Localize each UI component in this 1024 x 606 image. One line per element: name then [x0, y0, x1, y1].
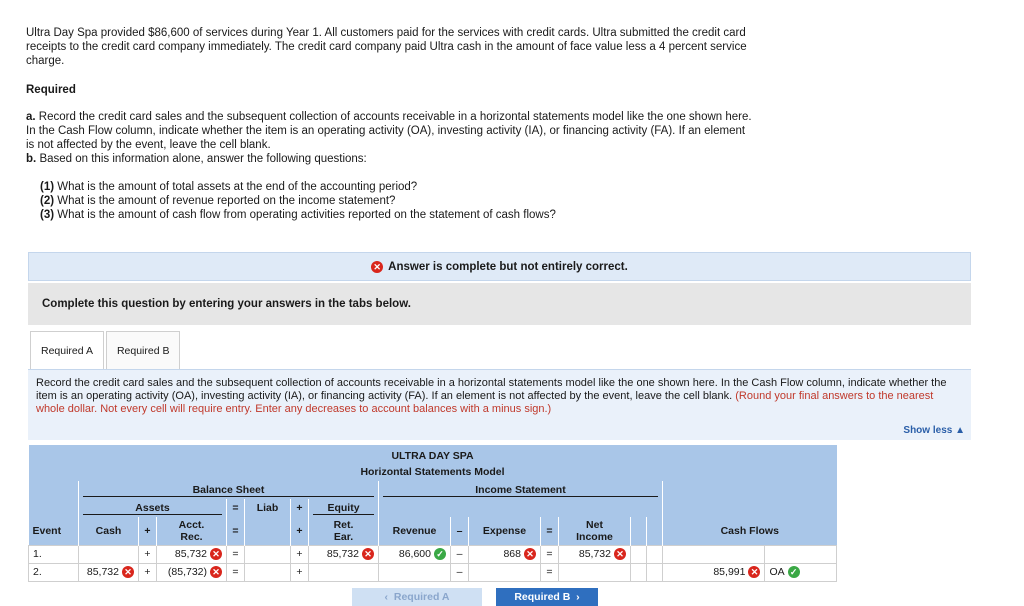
cash-input[interactable]: 85,732✕	[79, 563, 139, 581]
tab-required-b[interactable]: Required B	[106, 331, 181, 369]
required-heading: Required	[26, 84, 76, 96]
expense-input[interactable]	[469, 563, 541, 581]
cash-flow-type-input[interactable]: OA✓	[765, 563, 837, 581]
next-tab-button[interactable]: Required B ›	[496, 588, 598, 606]
answer-status-banner	[28, 252, 971, 281]
part-a	[26, 110, 756, 152]
bottom-navigation	[352, 588, 598, 606]
income-statement-header: Income Statement	[379, 481, 663, 499]
show-less-link[interactable]: Show less ▲	[903, 425, 965, 436]
plus-sign: +	[291, 499, 309, 517]
model-title: Horizontal Statements Model	[29, 463, 837, 481]
problem-intro: Ultra Day Spa provided $86,600 of services during Year 1. All customers paid for the services with credit cards. Ultra submitted the credit card receipts to the credit card company immediately. The credit card company paid Ultra cash in the amount of face value less a 4 percent service charge.	[26, 27, 747, 67]
col-expense: Expense	[469, 517, 541, 545]
row-event: 2.	[29, 563, 79, 581]
instruction-panel	[28, 369, 971, 440]
part-a-label: a.	[26, 111, 36, 123]
table-row: 2. 85,732✕ + (85,732)✕ = + – = 85,991✕ OA✓	[29, 563, 837, 581]
liab-input[interactable]	[245, 545, 291, 563]
question-item: (3) What is the amount of cash flow from operating activities reported on the statement of cash flows?	[40, 209, 556, 221]
ret-ear-input[interactable]	[309, 563, 379, 581]
cash-input[interactable]	[79, 545, 139, 563]
correct-icon	[788, 566, 800, 578]
incorrect-icon	[748, 566, 760, 578]
incorrect-icon	[362, 548, 374, 560]
expense-input[interactable]: 868✕	[469, 545, 541, 563]
col-ret-ear: Ret. Ear.	[309, 517, 379, 545]
question-item: (1) What is the amount of total assets at the end of the accounting period?	[40, 181, 418, 193]
incorrect-icon	[210, 566, 222, 578]
col-net-income: Net Income	[559, 517, 631, 545]
complete-prompt: Complete this question by entering your answers in the tabs below.	[28, 283, 971, 325]
col-cash-flows: Cash Flows	[663, 517, 837, 545]
incorrect-icon	[122, 566, 134, 578]
col-revenue: Revenue	[379, 517, 451, 545]
col-event: Event	[29, 517, 79, 545]
cash-flow-type-input[interactable]	[765, 545, 837, 563]
company-name: ULTRA DAY SPA	[29, 445, 837, 463]
part-b-label: b.	[26, 153, 37, 165]
revenue-input[interactable]	[379, 563, 451, 581]
incorrect-icon	[210, 548, 222, 560]
acct-rec-input[interactable]: 85,732✕	[157, 545, 227, 563]
net-income-input[interactable]	[559, 563, 631, 581]
incorrect-icon	[614, 548, 626, 560]
question-list	[40, 180, 556, 222]
liab-header: Liab	[245, 499, 291, 517]
net-income-input[interactable]: 85,732✕	[559, 545, 631, 563]
cash-flow-amount-input[interactable]	[663, 545, 765, 563]
part-a-text: Record the credit card sales and the subsequent collection of accounts receivable in a horizontal statements model like the one shown here. In the Cash Flow column, indicate whether the item is an operating activity (OA), investing activity (IA), or financing activity (FA). If an element is not affected by the event, leave the cell blank.	[26, 111, 752, 151]
instruction-note: (Round your final answers to the nearest whole dollar. Not every cell will require entry. Enter any decreases to account balances with a minus sign.)	[36, 390, 934, 415]
banner-text: Answer is complete but not entirely correct.	[388, 260, 628, 273]
table-row: 1. + 85,732✕ = + 85,732✕ 86,600✓ – 868✕ = 85,732✕	[29, 545, 837, 563]
balance-sheet-header: Balance Sheet	[79, 481, 379, 499]
acct-rec-input[interactable]: (85,732)✕	[157, 563, 227, 581]
incorrect-icon	[524, 548, 536, 560]
incorrect-icon	[371, 261, 383, 273]
assets-header: Assets	[79, 499, 227, 517]
required-parts	[26, 110, 756, 166]
part-b	[26, 152, 756, 166]
cash-flow-amount-input[interactable]: 85,991✕	[663, 563, 765, 581]
question-item: (2) What is the amount of revenue reported on the income statement?	[40, 195, 396, 207]
tab-bar	[30, 331, 182, 369]
col-acct-rec: Acct. Rec.	[157, 517, 227, 545]
instruction-text: Record the credit card sales and the subsequent collection of accounts receivable in a horizontal statements model like the one shown here. In the Cash Flow column, indicate whether the item is an operating activity (OA), investing activity (IA), or financing activity (FA). If an element is not affected by the event, leave the cell blank.	[36, 377, 947, 402]
prev-tab-button[interactable]: ‹ Required A	[352, 588, 482, 606]
ret-ear-input[interactable]: 85,732✕	[309, 545, 379, 563]
part-b-text: Based on this information alone, answer the following questions:	[39, 153, 367, 165]
horizontal-statements-table: ULTRA DAY SPA Horizontal Statements Model Balance Sheet Income Statement Assets = Liab + Equity Event Cash + Acct. Rec. = + Ret. Ear. Revenue – Expense = Net Income Cash Flows 1. + 85,732✕ = + 85,732✕ 86,600✓ – 868✕ = 85,732✕ 2. 85,732✕ + (85,732)✕ = + – = 85,991✕ OA✓	[28, 445, 837, 582]
col-cash: Cash	[79, 517, 139, 545]
equals-sign: =	[227, 499, 245, 517]
equity-header: Equity	[309, 499, 379, 517]
revenue-input[interactable]: 86,600✓	[379, 545, 451, 563]
tab-required-a[interactable]: Required A	[30, 331, 104, 369]
liab-input[interactable]	[245, 563, 291, 581]
row-event: 1.	[29, 545, 79, 563]
correct-icon	[434, 548, 446, 560]
